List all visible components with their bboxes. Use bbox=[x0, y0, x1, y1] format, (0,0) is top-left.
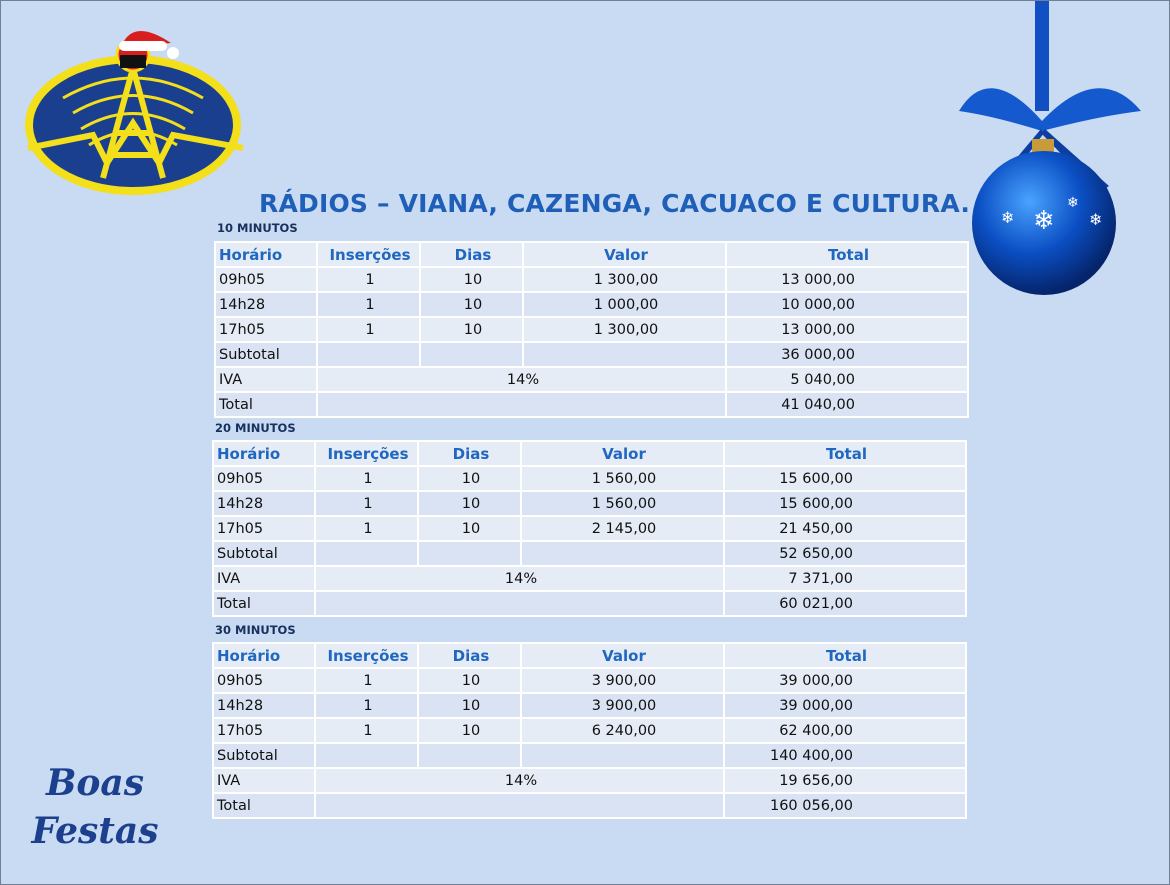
cell-horario: 09h05 bbox=[215, 267, 317, 292]
cell-insercoes: 1 bbox=[315, 466, 418, 491]
page-title: RÁDIOS – VIANA, CAZENGA, CACUACO E CULTURA. bbox=[259, 189, 971, 218]
table-row bbox=[213, 466, 966, 491]
iva-row bbox=[213, 566, 966, 591]
empty-cell bbox=[418, 743, 521, 768]
table-row bbox=[215, 317, 968, 342]
cell-valor: 1 300,00 bbox=[523, 267, 726, 292]
cell-horario: 14h28 bbox=[215, 292, 317, 317]
table-row bbox=[213, 516, 966, 541]
subtotal-value: 36 000,00 bbox=[726, 342, 968, 367]
cell-total: 15 600,00 bbox=[724, 491, 966, 516]
empty-cell bbox=[315, 541, 418, 566]
cell-total: 39 000,00 bbox=[724, 693, 966, 718]
iva-label: IVA bbox=[213, 566, 315, 591]
cell-horario: 17h05 bbox=[213, 516, 315, 541]
cell-valor: 3 900,00 bbox=[521, 693, 724, 718]
cell-dias: 10 bbox=[418, 466, 521, 491]
cell-valor: 1 560,00 bbox=[521, 491, 724, 516]
empty-cell bbox=[521, 743, 724, 768]
section-label: 20 MINUTOS bbox=[215, 421, 296, 435]
table-row bbox=[213, 491, 966, 516]
cell-valor: 6 240,00 bbox=[521, 718, 724, 743]
christmas-bauble-icon bbox=[949, 1, 1149, 301]
price-table bbox=[212, 440, 967, 617]
cell-total: 21 450,00 bbox=[724, 516, 966, 541]
total-row bbox=[213, 793, 966, 818]
boas-festas-logo bbox=[21, 757, 171, 857]
column-header: Horário bbox=[215, 242, 317, 267]
column-header: Valor bbox=[521, 643, 724, 668]
iva-rate: 14% bbox=[315, 566, 724, 591]
cell-valor: 1 300,00 bbox=[523, 317, 726, 342]
table-header-row bbox=[213, 441, 966, 466]
column-header: Inserções bbox=[315, 643, 418, 668]
cell-total: 10 000,00 bbox=[726, 292, 968, 317]
cell-valor: 2 145,00 bbox=[521, 516, 724, 541]
cell-horario: 14h28 bbox=[213, 491, 315, 516]
subtotal-row bbox=[213, 743, 966, 768]
column-header: Dias bbox=[418, 441, 521, 466]
cell-insercoes: 1 bbox=[315, 491, 418, 516]
empty-cell bbox=[418, 541, 521, 566]
column-header: Valor bbox=[521, 441, 724, 466]
empty-cell bbox=[521, 541, 724, 566]
column-header: Total bbox=[724, 643, 966, 668]
cell-insercoes: 1 bbox=[315, 693, 418, 718]
iva-label: IVA bbox=[213, 768, 315, 793]
subtotal-label: Subtotal bbox=[213, 743, 315, 768]
table-row bbox=[213, 693, 966, 718]
empty-cell bbox=[317, 392, 726, 417]
total-label: Total bbox=[213, 591, 315, 616]
price-table bbox=[214, 241, 969, 418]
cell-horario: 14h28 bbox=[213, 693, 315, 718]
cell-total: 13 000,00 bbox=[726, 317, 968, 342]
subtotal-row bbox=[213, 541, 966, 566]
iva-value: 7 371,00 bbox=[724, 566, 966, 591]
price-table bbox=[212, 642, 967, 819]
empty-cell bbox=[315, 743, 418, 768]
subtotal-label: Subtotal bbox=[215, 342, 317, 367]
svg-text:Festas: Festas bbox=[31, 810, 159, 852]
cell-total: 15 600,00 bbox=[724, 466, 966, 491]
rna-logo-icon bbox=[23, 13, 249, 195]
table-row bbox=[213, 668, 966, 693]
cell-horario: 09h05 bbox=[213, 668, 315, 693]
iva-rate: 14% bbox=[315, 768, 724, 793]
iva-row bbox=[215, 367, 968, 392]
subtotal-row bbox=[215, 342, 968, 367]
section-label: 10 MINUTOS bbox=[217, 221, 298, 235]
cell-dias: 10 bbox=[420, 292, 523, 317]
empty-cell bbox=[315, 793, 724, 818]
section-label: 30 MINUTOS bbox=[215, 623, 296, 637]
cell-dias: 10 bbox=[420, 267, 523, 292]
empty-cell bbox=[315, 591, 724, 616]
cell-dias: 10 bbox=[418, 516, 521, 541]
total-row bbox=[215, 392, 968, 417]
iva-value: 19 656,00 bbox=[724, 768, 966, 793]
svg-text:❄: ❄ bbox=[1033, 206, 1055, 236]
cell-valor: 3 900,00 bbox=[521, 668, 724, 693]
column-header: Inserções bbox=[317, 242, 420, 267]
total-value: 160 056,00 bbox=[724, 793, 966, 818]
column-header: Dias bbox=[420, 242, 523, 267]
svg-text:Boas: Boas bbox=[45, 762, 145, 804]
cell-dias: 10 bbox=[420, 317, 523, 342]
total-value: 60 021,00 bbox=[724, 591, 966, 616]
column-header: Dias bbox=[418, 643, 521, 668]
table-header-row bbox=[213, 643, 966, 668]
column-header: Valor bbox=[523, 242, 726, 267]
column-header: Horário bbox=[213, 441, 315, 466]
subtotal-value: 52 650,00 bbox=[724, 541, 966, 566]
subtotal-value: 140 400,00 bbox=[724, 743, 966, 768]
cell-valor: 1 560,00 bbox=[521, 466, 724, 491]
iva-rate: 14% bbox=[317, 367, 726, 392]
table-header-row bbox=[215, 242, 968, 267]
cell-insercoes: 1 bbox=[315, 668, 418, 693]
column-header: Total bbox=[724, 441, 966, 466]
iva-value: 5 040,00 bbox=[726, 367, 968, 392]
cell-dias: 10 bbox=[418, 668, 521, 693]
total-label: Total bbox=[213, 793, 315, 818]
cell-insercoes: 1 bbox=[315, 516, 418, 541]
svg-text:❄: ❄ bbox=[1089, 210, 1103, 229]
column-header: Horário bbox=[213, 643, 315, 668]
cell-insercoes: 1 bbox=[317, 317, 420, 342]
empty-cell bbox=[523, 342, 726, 367]
cell-insercoes: 1 bbox=[317, 267, 420, 292]
cell-total: 39 000,00 bbox=[724, 668, 966, 693]
total-value: 41 040,00 bbox=[726, 392, 968, 417]
column-header: Inserções bbox=[315, 441, 418, 466]
subtotal-label: Subtotal bbox=[213, 541, 315, 566]
column-header: Total bbox=[726, 242, 968, 267]
cell-horario: 17h05 bbox=[213, 718, 315, 743]
svg-text:❄: ❄ bbox=[1067, 195, 1079, 211]
cell-dias: 10 bbox=[418, 693, 521, 718]
table-row bbox=[213, 718, 966, 743]
cell-horario: 09h05 bbox=[213, 466, 315, 491]
cell-dias: 10 bbox=[418, 718, 521, 743]
total-label: Total bbox=[215, 392, 317, 417]
cell-horario: 17h05 bbox=[215, 317, 317, 342]
iva-row bbox=[213, 768, 966, 793]
empty-cell bbox=[317, 342, 420, 367]
svg-text:❄: ❄ bbox=[1001, 208, 1015, 227]
table-row bbox=[215, 292, 968, 317]
cell-total: 62 400,00 bbox=[724, 718, 966, 743]
empty-cell bbox=[420, 342, 523, 367]
cell-insercoes: 1 bbox=[315, 718, 418, 743]
cell-insercoes: 1 bbox=[317, 292, 420, 317]
cell-dias: 10 bbox=[418, 491, 521, 516]
total-row bbox=[213, 591, 966, 616]
cell-valor: 1 000,00 bbox=[523, 292, 726, 317]
iva-label: IVA bbox=[215, 367, 317, 392]
cell-total: 13 000,00 bbox=[726, 267, 968, 292]
table-row bbox=[215, 267, 968, 292]
